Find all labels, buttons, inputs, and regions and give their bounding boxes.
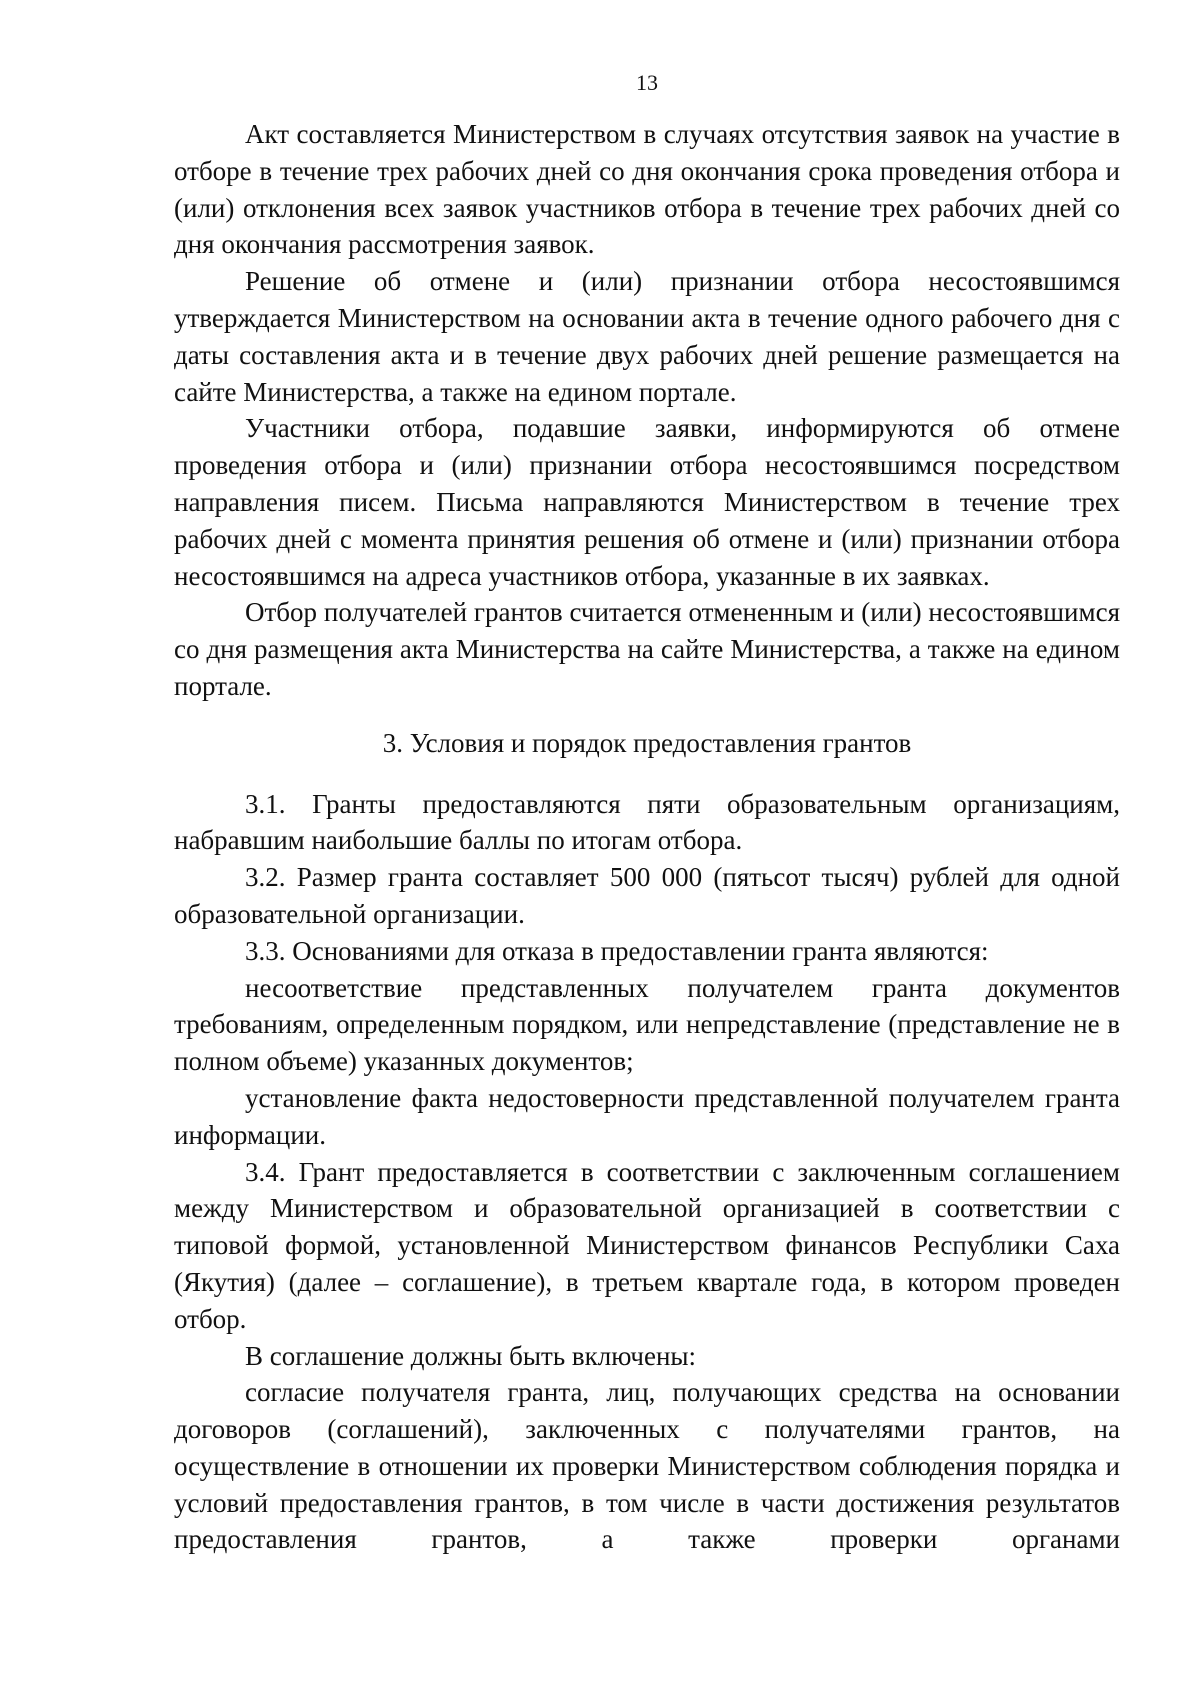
page-number: 13 [636, 70, 658, 95]
paragraph-3-3: 3.3. Основаниями для отказа в предоставлении гранта являются: [245, 935, 989, 966]
paragraph-3-4: 3.4. Грант предоставляется в соответствии с заключенным соглашением между Министерством и образовательной организацией в соответствии с типовой формой, установленной Министерством финансов Республики Саха (Якутия) (далее – соглашение), в третьем квартале года, в котором проведен отбор. [174, 1156, 1120, 1334]
paragraph-agreement-contents: В соглашение должны быть включены: [245, 1340, 697, 1371]
paragraph-refusal-ground-false-info: установление факта недостоверности представленной получателем гранта информации. [174, 1082, 1120, 1150]
document-body [174, 116, 1120, 1558]
paragraph-recipient-consent: согласие получателя гранта, лиц, получающих средства на основании договоров (соглашений), заключенных с получателями грантов, на осуществление в отношении их проверки Министерством соблюдения порядка и условий предоставления грантов, в том числе в части достижения результатов предоставления грантов, а также проверки органами [174, 1377, 1120, 1555]
section-heading: 3. Условия и порядок предоставления грантов [382, 727, 912, 758]
paragraph-refusal-ground-documents: несоответствие представленных получателем гранта документов требованиям, определенным порядком, или непредставление (представление не в полном объеме) указанных документов; [174, 972, 1120, 1077]
document-page [174, 0, 1120, 1698]
paragraph-selection-cancelled: Отбор получателей грантов считается отмененным и (или) несостоявшимся со дня размещения акта Министерства на сайте Министерства, а также на едином портале. [174, 597, 1120, 701]
paragraph-3-2: 3.2. Размер гранта составляет 500 000 (пятьсот тысяч) рублей для одной образовательной организации. [174, 862, 1120, 929]
paragraph-participants-informed: Участники отбора, подавшие заявки, информируются об отмене проведения отбора и (или) признании отбора несостоявшимся посредством направления писем. Письма направляются Министерством в течение трех рабочих дней с момента принятия решения об отмене и (или) признании отбора несостоявшимся на адреса участников отбора, указанные в их заявках. [174, 413, 1120, 591]
paragraph-3-1: 3.1. Гранты предоставляются пяти образовательным организациям, набравшим наибольшие баллы по итогам отбора. [174, 788, 1120, 856]
paragraph-cancellation-decision: Решение об отмене и (или) признании отбора несостоявшимся утверждается Министерством на основании акта в течение одного рабочего дня с даты составления акта и в течение двух рабочих дней решение размещается на сайте Министерства, а также на едином портале. [174, 266, 1120, 407]
paragraph-act-drawn-up: Акт составляется Министерством в случаях отсутствия заявок на участие в отборе в течение трех рабочих дней со дня окончания срока проведения отбора и (или) отклонения всех заявок участников отбора в течение трех рабочих дней со дня окончания рассмотрения заявок. [174, 119, 1120, 260]
